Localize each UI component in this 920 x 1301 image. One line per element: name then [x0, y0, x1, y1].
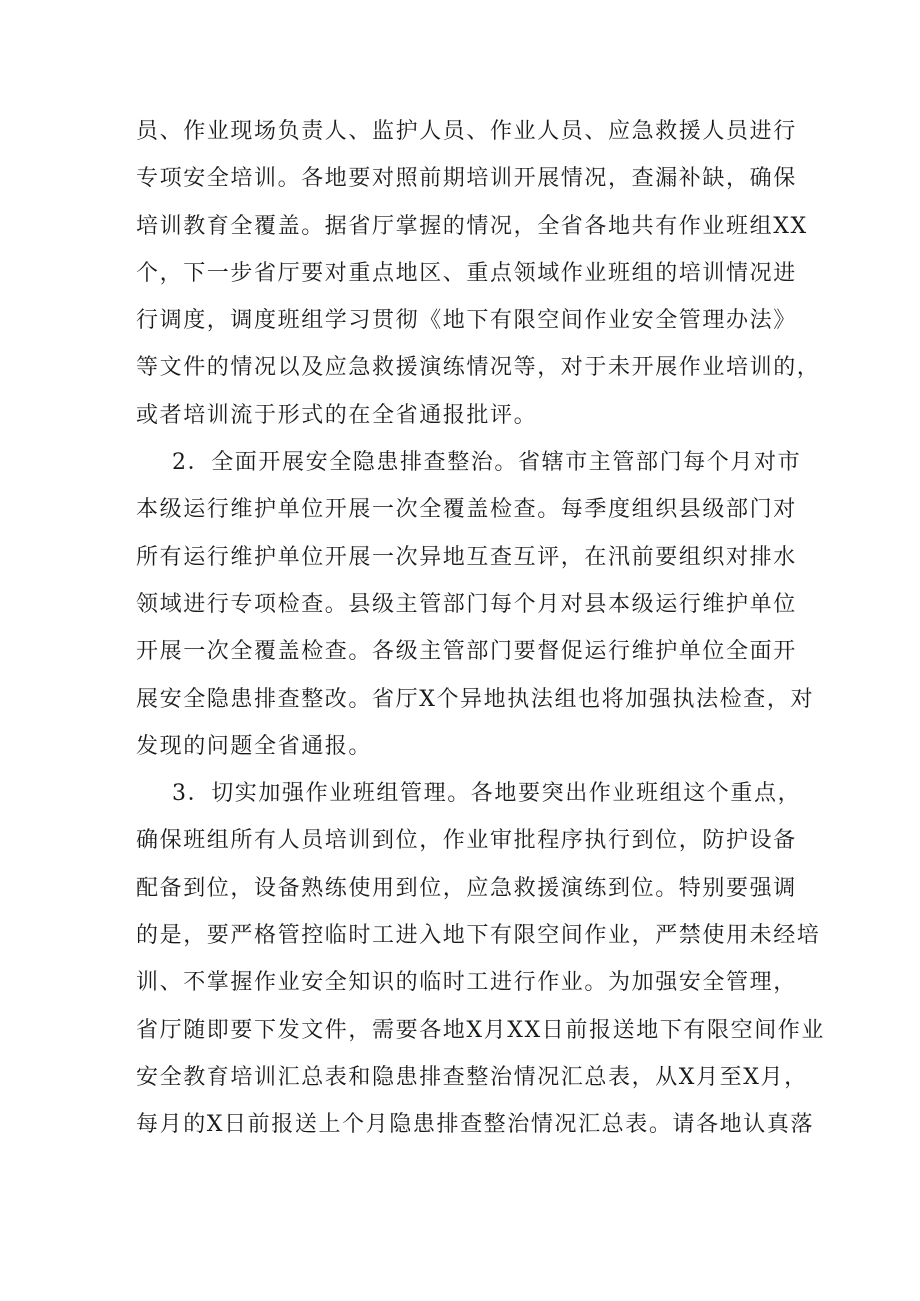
text-line: 训、不掌握作业安全知识的临时工进行作业。为加强安全管理，: [136, 970, 797, 996]
text-line: 本级运行维护单位开展一次全覆盖检查。每季度组织县级部门对: [136, 497, 797, 523]
paragraph-hazard-inspection: [136, 439, 815, 770]
text-line: 展安全隐患排查整改。省厅X个异地执法组也将加强执法检查，对: [136, 686, 815, 712]
paragraph-team-management: [136, 770, 825, 1148]
text-line: 的是，要严格管控临时工进入地下有限空间作业，严禁使用未经培: [136, 923, 821, 949]
text-line: 开展一次全覆盖检查。各级主管部门要督促运行维护单位全面开: [136, 639, 797, 665]
text-line: 培训教育全覆盖。据省厅掌握的情况，全省各地共有作业班组XX: [136, 213, 808, 239]
text-line: 所有运行维护单位开展一次异地互查互评，在汛前要组织对排水: [136, 544, 797, 570]
text-line: 个，下一步省厅要对重点地区、重点领域作业班组的培训情况进: [136, 260, 797, 286]
text-line: 配备到位，设备熟练使用到位，应急救援演练到位。特别要强调: [136, 875, 797, 901]
paragraph-training: [136, 108, 821, 439]
text-line: 专项安全培训。各地要对照前期培训开展情况，查漏补缺，确保: [136, 166, 797, 192]
text-line: 或者培训流于形式的在全省通报批评。: [136, 402, 538, 428]
paragraph-heading-line: 2．全面开展安全隐患排查整治。省辖市主管部门每个月对市: [172, 450, 802, 476]
paragraph-heading-line: 3．切实加强作业班组管理。各地要突出作业班组这个重点，: [172, 781, 802, 807]
document-body: [136, 108, 825, 1149]
text-line: 省厅随即要下发文件，需要各地X月XX日前报送地下有限空间作业: [136, 1017, 825, 1043]
text-line: 安全教育培训汇总表和隐患排查整治情况汇总表，从X月至X月，: [136, 1064, 808, 1090]
text-line: 员、作业现场负责人、监护人员、作业人员、应急救援人员进行: [136, 119, 797, 144]
text-line: 行调度，调度班组学习贯彻《地下有限空间作业安全管理办法》: [136, 308, 797, 334]
text-line: 等文件的情况以及应急救援演练情况等，对于未开展作业培训的，: [136, 355, 821, 381]
text-line: 每月的X日前报送上个月隐患排查整治情况汇总表。请各地认真落: [136, 1112, 815, 1138]
text-line: 发现的问题全省通报。: [136, 733, 373, 759]
text-line: 领域进行专项检查。县级主管部门每个月对县本级运行维护单位: [136, 591, 797, 617]
text-line: 确保班组所有人员培训到位，作业审批程序执行到位，防护设备: [136, 828, 797, 854]
